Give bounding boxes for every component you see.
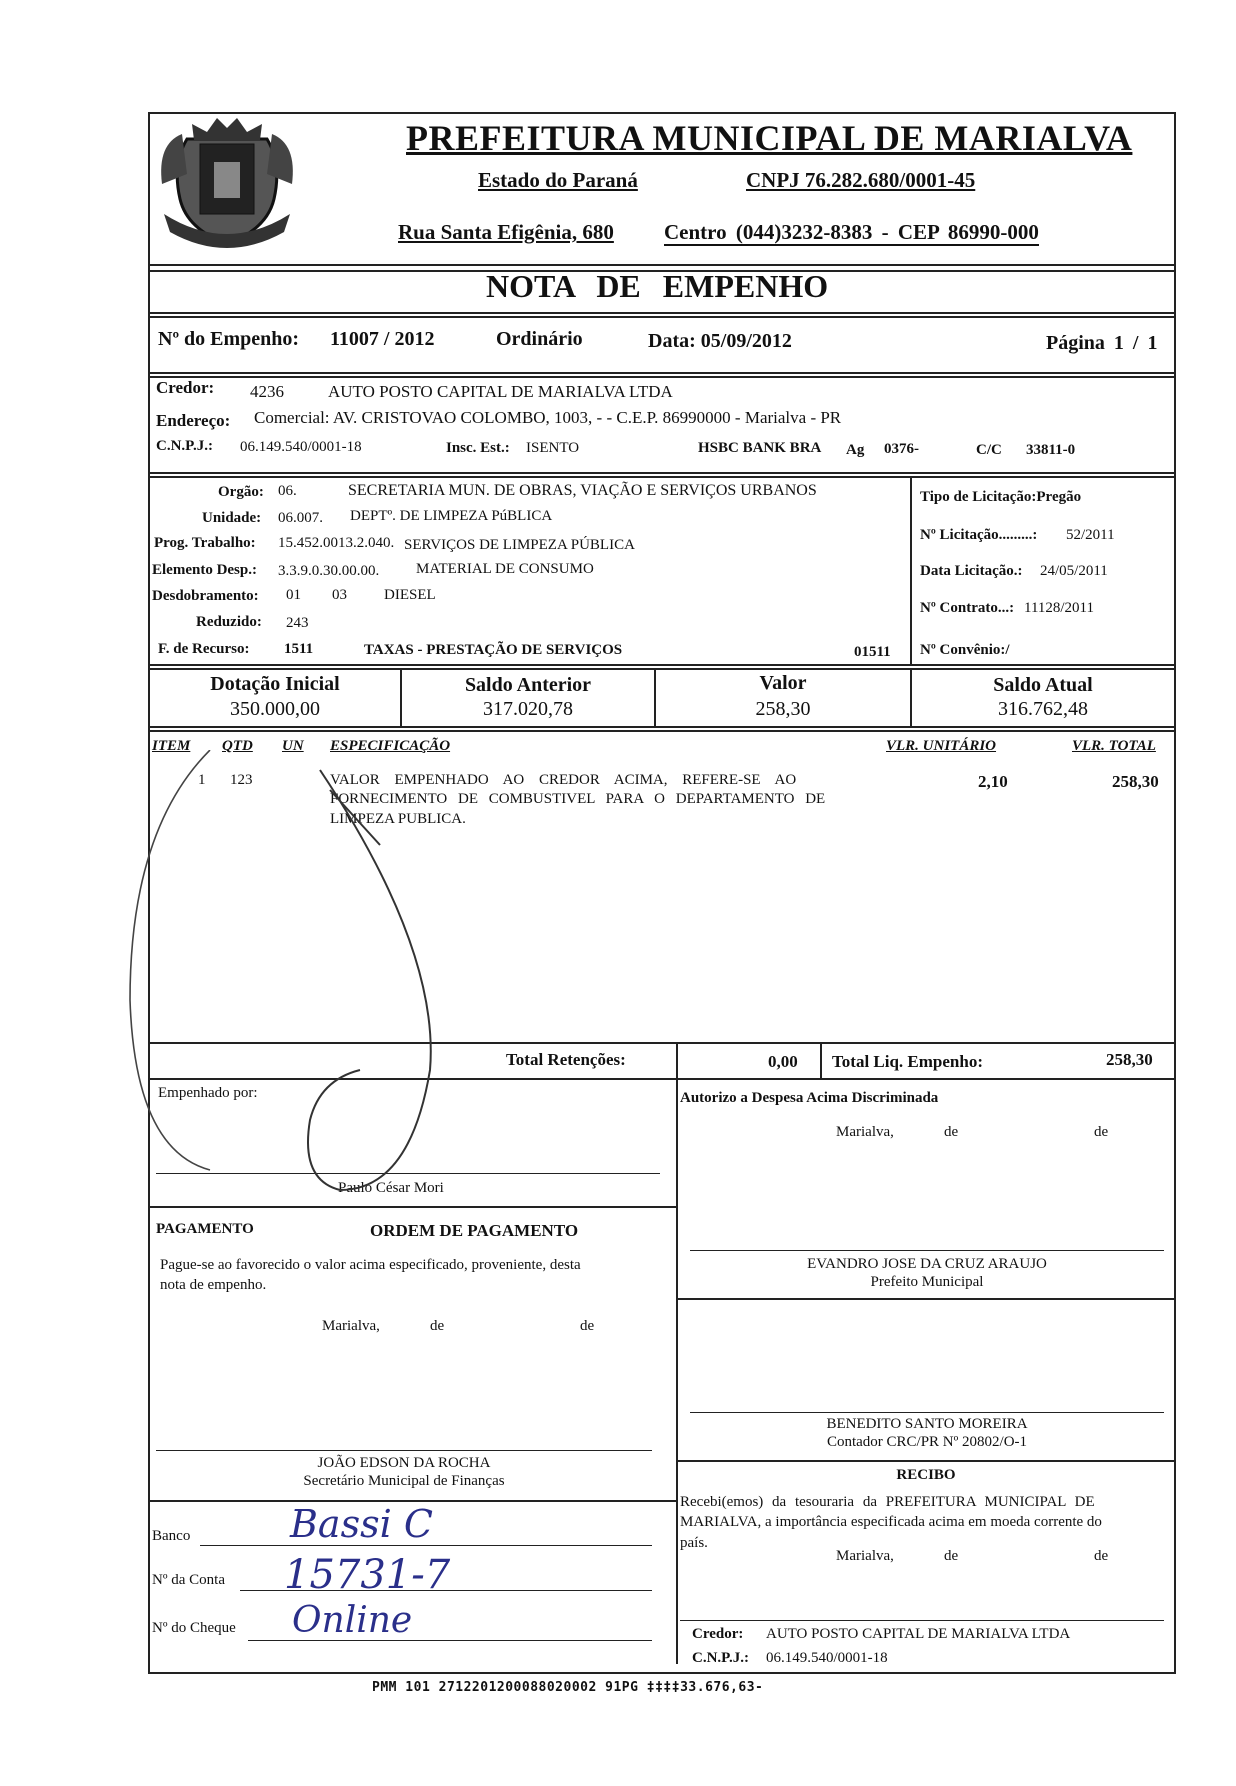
contract-label: Nº Contrato...:: [920, 600, 1015, 616]
orgao-label: Orgão:: [218, 484, 264, 500]
divider: [148, 312, 1176, 314]
item-qtd: 123: [230, 772, 253, 788]
state-label: Estado do Paraná: [478, 168, 638, 192]
divider: [148, 726, 1176, 728]
divider: [820, 1042, 822, 1078]
orgao-code: 06.: [278, 483, 297, 499]
elemento-name: MATERIAL DE CONSUMO: [416, 561, 594, 577]
balance-value: 258,30: [755, 698, 811, 720]
balance-value-label: Valor: [759, 672, 807, 694]
recurso-name: TAXAS - PRESTAÇÃO DE SERVIÇOS: [364, 642, 623, 658]
creditor-name: AUTO POSTO CAPITAL DE MARIALVA LTDA: [328, 382, 673, 401]
balance-previous-label: Saldo Anterior: [464, 674, 592, 696]
coat-of-arms-logo: [152, 104, 302, 264]
orgao-name: SECRETARIA MUN. DE OBRAS, VIAÇÃO E SERVIÇOS URBANOS: [348, 482, 817, 499]
recibo-line-2: MARIALVA, a importância especificada acima em moeda corrente do: [680, 1514, 1102, 1530]
items-header-unit-price: VLR. UNITÁRIO: [886, 738, 997, 754]
licitacao-number: 52/2011: [1066, 527, 1115, 543]
recibo-credor-label: Credor:: [692, 1626, 744, 1642]
desdobramento-name: DIESEL: [384, 587, 436, 603]
cnpj-header: CNPJ 76.282.680/0001-45: [746, 168, 976, 192]
account-handwritten: 15731-7: [284, 1552, 451, 1598]
account-value: 33811-0: [1026, 442, 1076, 458]
item-spec-line-2: FORNECIMENTO DE COMBUSTIVEL PARA O DEPARTAMENTO DE: [330, 791, 826, 807]
payment-order-label: ORDEM DE PAGAMENTO: [370, 1221, 579, 1240]
divider: [148, 668, 1176, 670]
creditor-code: 4236: [250, 382, 284, 401]
item-spec-line-3: LIMPEZA PUBLICA.: [330, 811, 466, 827]
payment-de-2: de: [580, 1318, 595, 1334]
divider: [910, 476, 912, 666]
items-header-item: ITEM: [152, 738, 191, 754]
municipality-title: PREFEITURA MUNICIPAL DE MARIALVA: [406, 118, 1133, 158]
items-header-spec: ESPECIFICAÇÃO: [330, 738, 451, 754]
empenho-number-label: Nº do Empenho:: [158, 328, 300, 350]
balance-current-value: 316.762,48: [998, 698, 1088, 720]
district-phone-cep: Centro (044)3232-8383 - CEP 86990-000: [664, 220, 1039, 244]
signature-line: [156, 1450, 652, 1451]
empenho-number: 11007 / 2012: [330, 328, 435, 350]
street-address: Rua Santa Efigênia, 680: [398, 220, 614, 244]
divider: [148, 264, 1176, 266]
cheque-label: Nº do Cheque: [152, 1620, 236, 1636]
recibo-cnpj: 06.149.540/0001-18: [766, 1650, 888, 1666]
signature-line: [690, 1412, 1164, 1413]
recibo-cnpj-label: C.N.P.J.:: [692, 1650, 749, 1666]
empenhado-name: Paulo César Mori: [338, 1180, 444, 1196]
bank-label: Banco: [152, 1528, 191, 1544]
item-number: 1: [198, 772, 206, 788]
licitacao-date: 24/05/2011: [1040, 563, 1108, 579]
recibo-de-1: de: [944, 1548, 959, 1564]
recibo-line-1: Recebi(emos) da tesouraria da PREFEITURA MUNICIPAL DE: [680, 1494, 1095, 1510]
liquido-label: Total Liq. Empenho:: [832, 1052, 983, 1071]
secretario-role: Secretário Municipal de Finanças: [303, 1473, 505, 1489]
insc-value: ISENTO: [526, 440, 580, 456]
balance-current-label: Saldo Atual: [993, 674, 1093, 696]
autorizo-de-2: de: [1094, 1124, 1109, 1140]
divider: [148, 730, 1176, 732]
recibo-de-2: de: [1094, 1548, 1109, 1564]
contador-role: Contador CRC/PR Nº 20802/O-1: [826, 1434, 1028, 1450]
item-unit-price: 2,10: [978, 772, 1008, 791]
autorizo-de-1: de: [944, 1124, 959, 1140]
balance-previous-value: 317.020,78: [483, 698, 573, 720]
payment-label: PAGAMENTO: [156, 1221, 254, 1237]
recurso-label: F. de Recurso:: [158, 641, 250, 657]
items-header-total: VLR. TOTAL: [1072, 738, 1156, 754]
bank-handwritten: Bassi C: [290, 1502, 433, 1546]
unidade-code: 06.007.: [278, 510, 323, 526]
divider: [148, 664, 1176, 666]
creditor-cnpj-label: C.N.P.J.:: [156, 438, 213, 454]
agency-value: 0376-: [884, 441, 919, 457]
prog-label: Prog. Trabalho:: [154, 535, 256, 551]
recurso-number: 01511: [854, 644, 891, 660]
prefeito-role: Prefeito Municipal: [870, 1274, 984, 1290]
document-title: NOTA DE EMPENHO: [486, 268, 829, 304]
reduzido-value: 243: [286, 615, 309, 631]
elemento-label: Elemento Desp.:: [152, 562, 257, 578]
creditor-cnpj: 06.149.540/0001-18: [240, 439, 362, 455]
contract-number: 11128/2011: [1024, 600, 1094, 616]
licitacao-date-label: Data Licitação.:: [920, 563, 1023, 579]
prog-code: 15.452.0013.2.040.: [278, 535, 395, 551]
signature-line: [690, 1250, 1164, 1251]
divider: [148, 376, 1176, 378]
recibo-credor: AUTO POSTO CAPITAL DE MARIALVA LTDA: [766, 1626, 1071, 1642]
recibo-title: RECIBO: [896, 1467, 956, 1483]
balance-initial-label: Dotação Inicial: [210, 673, 340, 695]
payment-city: Marialva,: [322, 1318, 380, 1334]
recibo-line-3: país.: [680, 1535, 708, 1551]
item-spec-line-1: VALOR EMPENHADO AO CREDOR ACIMA, REFERE-SE AO: [330, 772, 797, 788]
signature-line: [680, 1620, 1164, 1621]
licitacao-number-label: Nº Licitação.........:: [920, 527, 1038, 543]
desdobramento-a: 01: [286, 587, 301, 603]
footer-code: PMM 101 2712201200088020002 91PG ‡‡‡‡33.676,63-: [372, 1680, 764, 1695]
creditor-label: Credor:: [156, 378, 215, 397]
reduzido-label: Reduzido:: [196, 614, 262, 630]
prog-name: SERVIÇOS DE LIMPEZA PÚBLICA: [404, 537, 635, 553]
divider: [148, 316, 1176, 318]
liquido-value: 258,30: [1106, 1050, 1153, 1069]
cheque-handwritten: Online: [292, 1600, 413, 1641]
payment-text-line-1: Pague-se ao favorecido o valor acima especificado, proveniente, desta: [160, 1257, 581, 1273]
items-header-un: UN: [282, 738, 304, 754]
creditor-address: Comercial: AV. CRISTOVAO COLOMBO, 1003, - - C.E.P. 86990000 - Marialva - PR: [254, 408, 842, 427]
items-header-qtd: QTD: [222, 738, 253, 754]
desdobramento-b: 03: [332, 587, 347, 603]
insc-label: Insc. Est.:: [446, 440, 510, 456]
retencoes-label: Total Retenções:: [506, 1050, 626, 1069]
page-number: Página 1 / 1: [1046, 332, 1158, 354]
unidade-name: DEPTº. DE LIMPEZA PúBLICA: [350, 508, 553, 524]
payment-de-1: de: [430, 1318, 445, 1334]
divider: [676, 1042, 678, 1664]
convenio-label: Nº Convênio:/: [920, 642, 1010, 658]
desdobramento-label: Desdobramento:: [152, 588, 259, 604]
signature-scribble: [110, 750, 470, 1210]
account-label: C/C: [976, 442, 1002, 458]
contador-name: BENEDITO SANTO MOREIRA: [826, 1416, 1028, 1432]
divider: [148, 372, 1176, 374]
payment-text-line-2: nota de empenho.: [160, 1277, 267, 1293]
address-label: Endereço:: [156, 411, 231, 430]
retencoes-value: 0,00: [768, 1052, 798, 1071]
divider: [676, 1298, 1176, 1300]
autorizo-text: Autorizo a Despesa Acima Discriminada: [680, 1090, 939, 1106]
empenho-date: Data: 05/09/2012: [648, 330, 792, 352]
licitacao-type: Tipo de Licitação:Pregão: [920, 489, 1082, 505]
divider: [148, 472, 1176, 474]
elemento-code: 3.3.9.0.30.00.00.: [278, 563, 380, 579]
recibo-city: Marialva,: [836, 1548, 894, 1564]
balance-initial-value: 350.000,00: [230, 698, 320, 720]
agency-label: Ag: [846, 442, 865, 458]
bank-name: HSBC BANK BRA: [698, 440, 822, 456]
item-total: 258,30: [1112, 772, 1159, 791]
empenho-type: Ordinário: [496, 328, 583, 350]
unidade-label: Unidade:: [202, 510, 262, 526]
account-number-label: Nº da Conta: [152, 1572, 225, 1588]
secretario-name: JOÃO EDSON DA ROCHA: [317, 1455, 491, 1471]
prefeito-name: EVANDRO JOSE DA CRUZ ARAUJO: [807, 1256, 1047, 1272]
divider: [148, 476, 1176, 478]
autorizo-city: Marialva,: [836, 1124, 894, 1140]
divider: [676, 1460, 1176, 1462]
recurso-code: 1511: [284, 641, 314, 657]
empenhado-por-label: Empenhado por:: [158, 1085, 258, 1101]
